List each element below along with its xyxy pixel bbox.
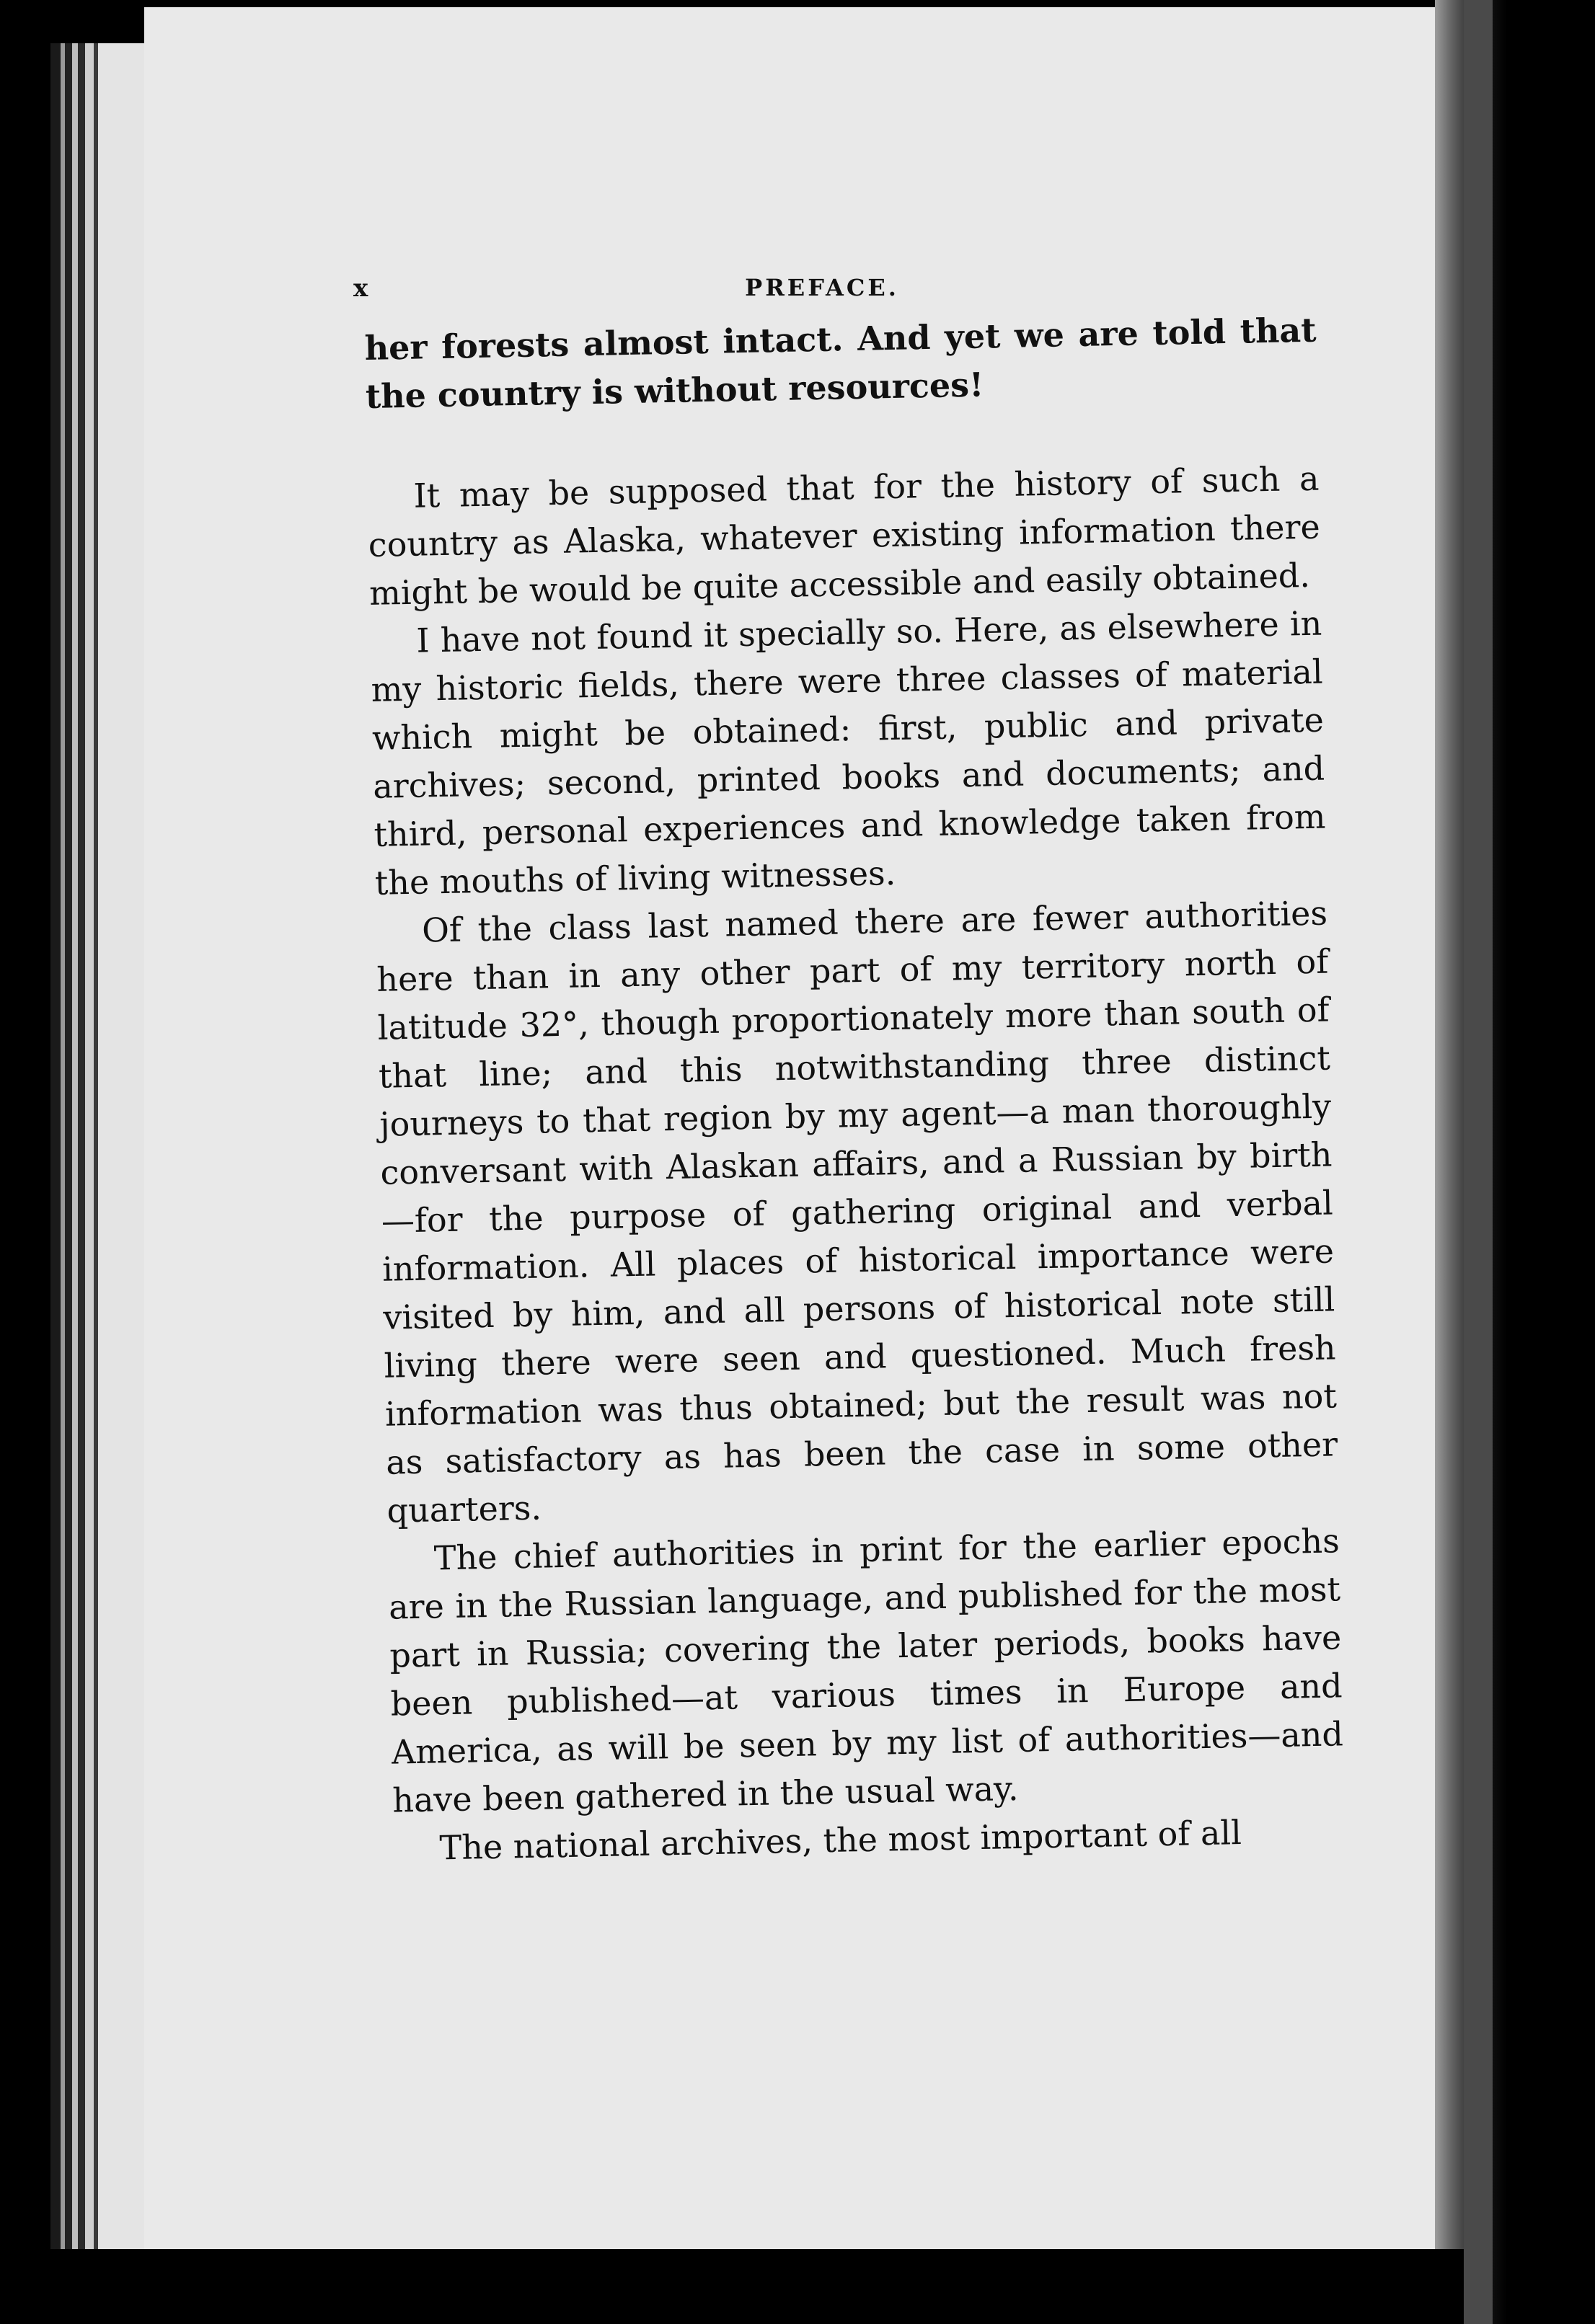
book-spine-edge	[50, 43, 144, 2249]
paragraph: Of the class last named there are fewer authorities here than in any other part of my territory north of latitude 32°, though proportionately more than south of that line; and this notwithstanding three distinct journeys to that region by my agent—a man thoroughly conversant with Alaskan affairs, and a Russian by birth—for the purpose of gathering original and verbal information. All places of historical importance were visited by him, and all persons of historical note still living there were seen and questioned. Much fresh information was thus obtained; but the result was not as satisfactory as has been the case in some other quarters.	[376, 893, 1338, 1530]
running-head: PREFACE.	[745, 274, 899, 301]
page-number: x	[353, 274, 368, 303]
page-body	[364, 306, 1346, 1873]
scan-border-bottom	[144, 2249, 1464, 2324]
scan-border-left	[0, 0, 50, 2324]
paragraph: The national archives, the most important of all	[439, 1813, 1242, 1868]
next-page-edge	[1464, 0, 1493, 2324]
scan-border-right	[1435, 0, 1595, 2324]
paragraph: I have not found it specially so. Here, as elsewhere in my historic fields, there were three classes of material which might be obtained: first, public and private archives; second, printed books and documents; and third, personal experiences and knowledge taken from the mouths of living witnesses.	[371, 603, 1326, 902]
paragraph: The chief authorities in print for the earlier epochs are in the Russian language, and published for the most part in Russia; covering the later periods, books have been published—at various times in Europe and America, as will be seen by my list of authorities—and have been gathered in the usual way.	[388, 1521, 1344, 1820]
paragraph: It may be supposed that for the history of such a country as Alaska, whatever existing information there might be would be quite accessible and easily obtained.	[368, 458, 1321, 613]
paragraph-continuation: her forests almost intact. And yet we are told that the country is without resources!	[364, 310, 1317, 416]
